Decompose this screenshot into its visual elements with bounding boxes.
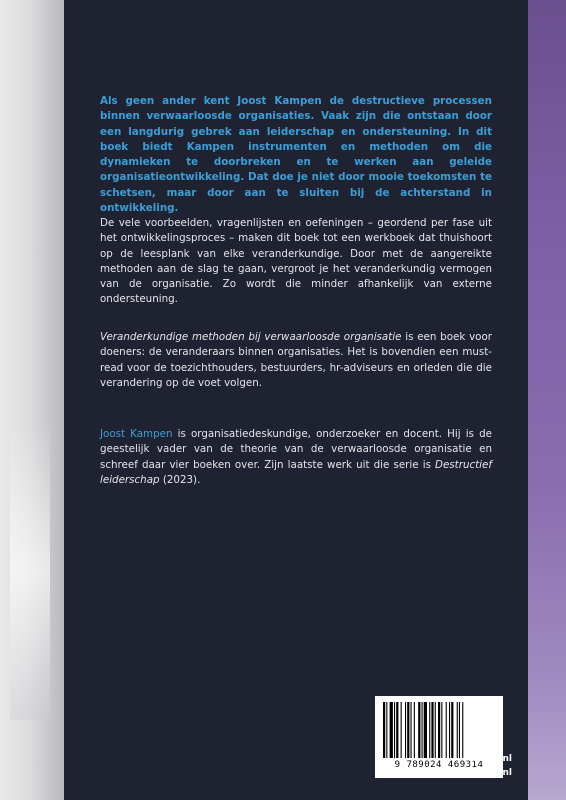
barcode-bar xyxy=(418,702,420,758)
barcode-bar xyxy=(459,702,460,758)
author-book-title: Destructief leiderschap xyxy=(100,458,492,486)
author-bio xyxy=(100,427,492,488)
barcode-bar xyxy=(431,702,433,758)
barcode-bar xyxy=(401,702,402,758)
barcode-bar xyxy=(457,702,458,758)
publisher-links xyxy=(312,752,512,780)
author-name: Joost Kampen xyxy=(100,428,173,440)
barcode-bar xyxy=(414,702,415,758)
barcode-bar xyxy=(424,702,427,758)
author-bio-text: is organisatiedeskundige, onderzoeker en docent. Hij is de geestelijk vader van de theorie van de verwaarloosde organisatie en schreef daar vier boeken over. Zijn laatste werk uit die serie is xyxy=(100,428,492,471)
barcode-bar xyxy=(462,702,463,758)
link-boommanagement[interactable]: boommanagement.nl xyxy=(404,768,512,778)
paragraph-1-text: De vele voorbeelden, vragenlijsten en oefeningen – geordend per fase uit het ontwikkelingsproces – maken dit boek tot een werkboek dat thuishoort op de leesplank van elke veranderkundige. Door met de aangereikte methoden aan de slag te gaan, vergroot je het veranderkundig vermogen van de organisatie. Zo wordt die minder afhankelijk van externe ondersteuning. xyxy=(100,217,492,306)
author-bio-end: (2023). xyxy=(159,473,201,486)
barcode-bar xyxy=(396,702,398,758)
barcode-bar xyxy=(411,702,412,758)
barcode-bar xyxy=(390,702,393,758)
barcode-bar xyxy=(449,702,450,758)
book-title-italic: Veranderkundige methoden bij verwaarloosde organisatie xyxy=(100,331,402,343)
barcode-bar xyxy=(429,702,430,758)
barcode-bar xyxy=(394,702,395,758)
barcode-bar xyxy=(407,702,409,758)
body-paragraph-2 xyxy=(100,330,492,391)
barcode-bar xyxy=(438,702,440,758)
barcode-bar xyxy=(422,702,423,758)
link-boom[interactable]: boom.nl xyxy=(470,754,512,764)
isbn-number: 9 789024 469314 xyxy=(394,760,484,770)
barcode-bar xyxy=(435,702,436,758)
barcode-bar xyxy=(383,702,385,758)
paragraph-2-text: is een boek voor doeners: de veranderaars binnen organisaties. Het is bovendien een must-read voor de toezichthouders, bestuurders, hr-adviseurs en orleden die die verandering op de voet volgen. xyxy=(100,331,492,389)
back-cover-panel xyxy=(64,0,528,800)
background-photo-right xyxy=(528,0,566,800)
barcode-bar xyxy=(386,702,387,758)
barcode-bar xyxy=(446,702,447,758)
intro-paragraph xyxy=(100,94,492,216)
intro-text: Als geen ander kent Joost Kampen de destructieve processen binnen verwaarloosde organisaties. Vaak zijn die ontstaan door een langdurig gebrek aan leiderschap en ondersteuning. In dit boek biedt Kampen instrumenten en methoden om die dynamieken te doorbreken en te werken aan geleide organisatieontwikkeling. Dat doe je niet door mooie toekomsten te schetsen, maar door aan te sluiten bij de achterstand in ontwikkeling. xyxy=(100,95,492,215)
barcode-bar xyxy=(441,702,442,758)
barcode-bar xyxy=(405,702,406,758)
barcode-icon xyxy=(381,702,497,758)
barcode-bar xyxy=(451,702,453,758)
body-paragraph-1 xyxy=(100,216,492,308)
background-photo-left xyxy=(0,0,64,800)
